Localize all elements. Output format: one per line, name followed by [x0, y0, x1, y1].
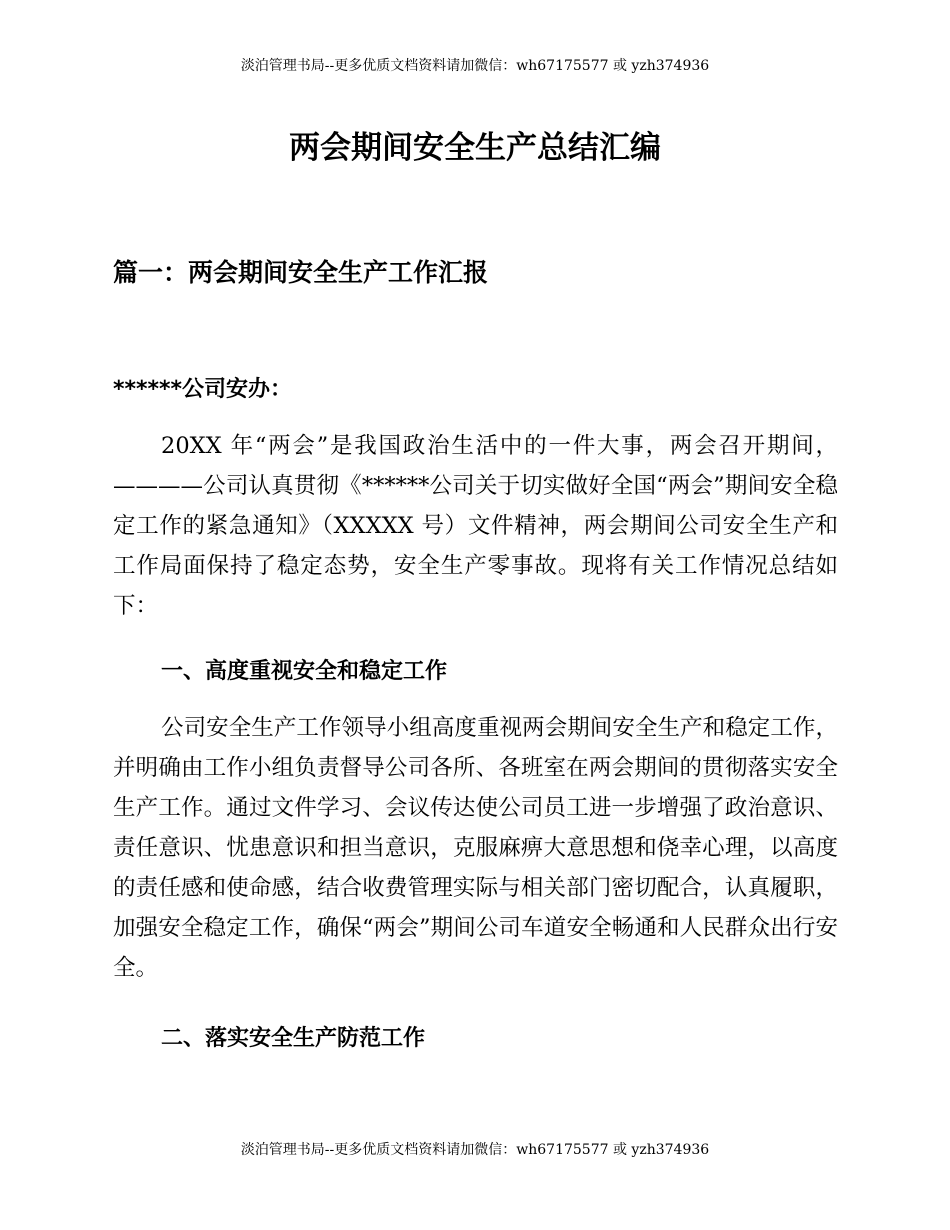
part-heading: 篇一：两会期间安全生产工作汇报 — [113, 258, 489, 287]
header-note: 淡泊管理书局--更多优质文档资料请加微信：wh67175577 或 yzh374936 — [240, 58, 710, 74]
addressee-line: ******公司安办： — [113, 377, 293, 402]
section-heading-2: 二、落实安全生产防范工作 — [161, 1026, 426, 1051]
section-1-paragraph: 公司安全生产工作领导小组高度重视两会期间安全生产和稳定工作，并明确由工作小组负责督导公司各所、各班室在两会期间的贯彻落实安全生产工作。通过文件学习、会议传达使公司员工进一步增强了政治意识、责任意识、忧患意识和担当意识，克服麻痹大意思想和侥幸心理，以高度的责任感和使命感，结合收费管理实际与相关部门密切配合，认真履职，加强安全稳定工作，确保“两会”期间公司车道安全畅通和人民群众出行安全。 — [113, 715, 838, 981]
section-heading-1: 一、高度重视安全和稳定工作 — [161, 659, 448, 684]
document-title: 两会期间安全生产总结汇编 — [289, 130, 661, 166]
intro-paragraph: 20XX 年“两会”是我国政治生活中的一件大事，两会召开期间，————公司认真贯彻《******公司关于切实做好全国“两会”期间安全稳定工作的紧急通知》（XXXXX 号）文件精神，两会期间公司安全生产和工作局面保持了稳定态势，安全生产零事故。现将有关工作情况总结如下： — [113, 433, 838, 619]
footer-note: 淡泊管理书局--更多优质文档资料请加微信：wh67175577 或 yzh374936 — [240, 1142, 710, 1158]
